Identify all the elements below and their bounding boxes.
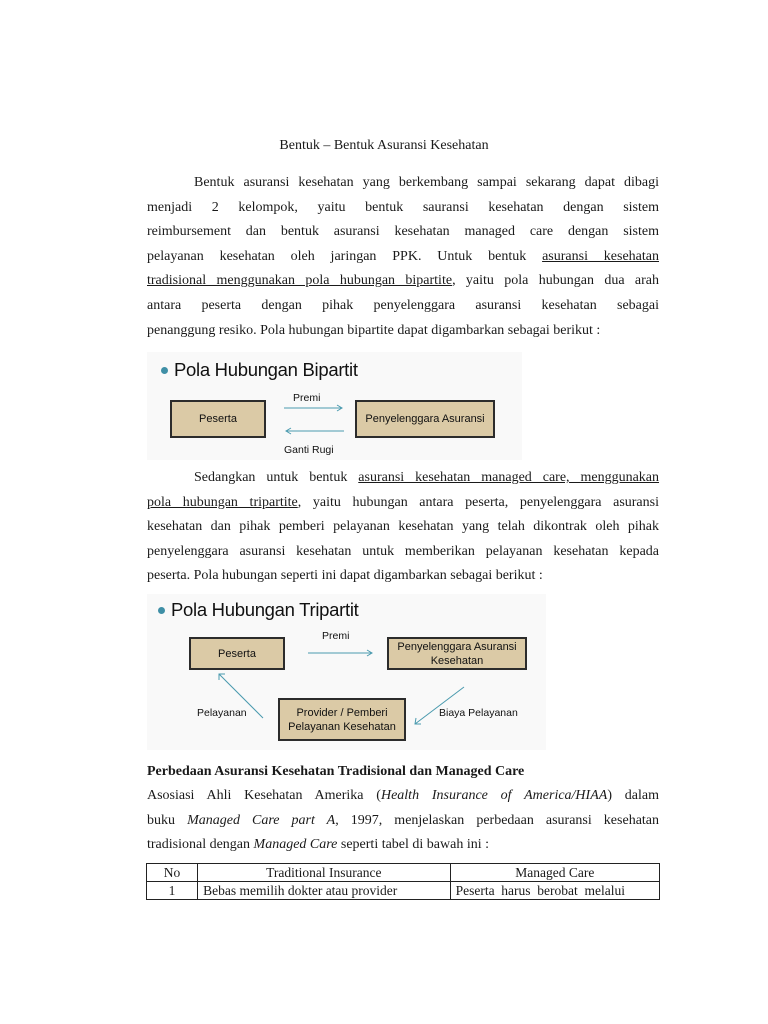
text-line: peserta. Pola hubungan seperti ini dapat digambarkan sebagai berikut : [147,568,543,584]
text-line [147,466,659,491]
text-span: ) dalam [607,788,659,803]
text-line: antara peserta dengan pihak penyelenggara asuransi kesehatan sebagai [147,297,659,313]
text-line [147,269,659,294]
paragraph-intro [147,171,659,343]
table-cell: 1 [147,882,198,900]
table-cell: Bebas memilih dokter atau provider [198,882,450,900]
penyelenggara-box: Penyelenggara Asuransi Kesehatan [387,637,527,670]
underlined-text: tradisional menggunakan pola hubungan bipartite [147,273,453,289]
text-span: Asosiasi Ahli Kesehatan Amerika ( [147,788,381,803]
text-line [147,809,659,834]
text-span: , 1997, menjelaskan perbedaan asuransi kesehatan [335,812,660,828]
table-cell: Peserta harus berobat melalui [450,882,659,900]
paragraph-perbedaan [147,784,659,858]
italic-text: Health Insurance of America/HIAA [380,788,608,803]
text-line [147,245,659,270]
paragraph-managed-care [147,466,659,589]
tripartite-arrows [147,594,546,750]
penyelenggara-box: Penyelenggara Asuransi [355,400,495,438]
bipartite-diagram [147,352,522,460]
text-span: pelayanan kesehatan oleh jaringan PPK. Untuk bentuk [147,248,543,264]
table-row [147,882,660,900]
premi-label: Premi [322,630,350,642]
comparison-table [146,863,660,900]
italic-text: Managed Care [253,837,338,853]
pelayanan-arrow [219,674,263,718]
header-cell: No [147,864,198,882]
biaya-arrow [415,687,464,724]
underlined-text: pola hubungan tripartite [147,494,298,510]
premi-label: Premi [293,392,321,404]
text-line [147,784,659,809]
text-line: reimbursement dan bentuk asuransi kesehatan managed care dengan sistem [147,224,659,240]
tripartite-diagram [147,594,546,750]
table-header-row [147,864,660,882]
text-span: , yaitu pola hubungan dua arah [452,273,659,289]
text-line: menjadi 2 kelompok, yaitu bentuk sauransi kesehatan dengan sistem [147,199,659,215]
text-line [147,833,659,858]
text-line: Bentuk asuransi kesehatan yang berkembang sampai sekarang dapat dibagi [194,175,659,190]
text-line: kesehatan dan pihak pemberi pelayanan kesehatan yang telah dikontrak oleh pihak [147,519,659,535]
diagram-title: Pola Hubungan Tripartit [171,599,359,620]
biaya-pelayanan-label: Biaya Pelayanan [439,707,518,719]
text-line: penanggung resiko. Pola hubungan bipartite dapat digambarkan sebagai berikut : [147,322,601,338]
underlined-text: asuransi kesehatan managed care, menggunakan [358,470,660,485]
underlined-text: asuransi kesehatan [542,248,659,264]
text-line [147,491,659,516]
text-span: Sedangkan untuk bentuk [194,470,359,485]
peserta-box: Peserta [189,637,285,670]
header-cell: Managed Care [450,864,659,882]
text-span: tradisional dengan [147,837,254,853]
text-span: buku [147,812,188,828]
peserta-box: Peserta [170,400,266,438]
section-heading [147,760,659,785]
bipartite-arrows [147,352,522,460]
ganti-rugi-label: Ganti Rugi [284,444,334,456]
provider-box: Provider / Pemberi Pelayanan Kesehatan [278,698,406,741]
diagram-title: Pola Hubungan Bipartit [174,359,358,380]
italic-text: Managed Care part A [187,812,336,828]
page-title: Bentuk – Bentuk Asuransi Kesehatan [279,138,489,153]
header-cell: Traditional Insurance [198,864,450,882]
heading-text: Perbedaan Asuransi Kesehatan Tradisional dan Managed Care [147,764,525,779]
text-span: , yaitu hubungan antara peserta, penyelenggara asuransi [297,494,659,510]
text-line: penyelenggara asuransi kesehatan untuk memberikan pelayanan kesehatan kepada [147,543,659,559]
text-span: seperti tabel di bawah ini : [337,837,490,853]
pelayanan-label: Pelayanan [197,707,247,719]
